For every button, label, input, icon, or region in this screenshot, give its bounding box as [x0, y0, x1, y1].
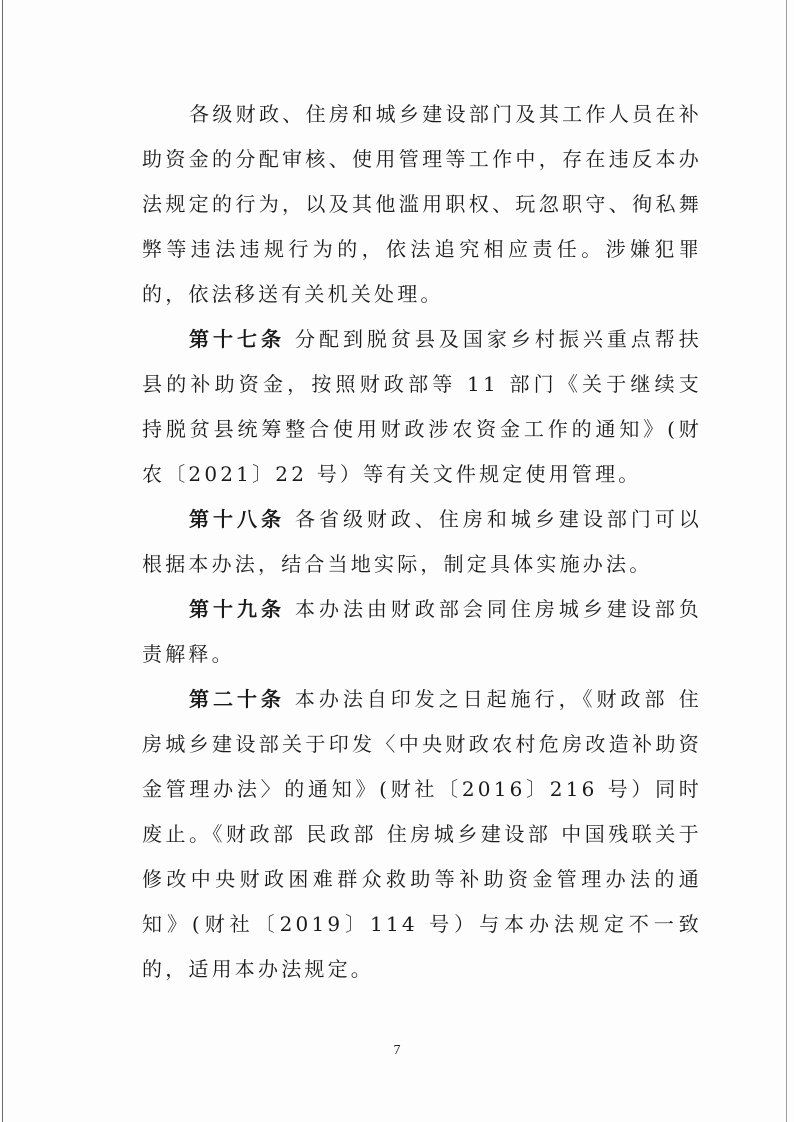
paragraph-text: 本办法自印发之日起施行，《财政部 住房城乡建设部关于印发〈中央财政农村危房改造补助资金管理办法〉的通知》(财社〔2016〕216 号）同时废止。《财政部 民政部 住房城乡建设部 中国残联关于修改中央财政困难群众救助等补助资金管理办法的通知》(财社〔2019〕114 号）与本办法规定不一致的，适用本办法规定。 — [142, 687, 702, 981]
page-number: 7 — [393, 1043, 401, 1058]
article-heading: 第十九条 — [189, 597, 285, 621]
paragraph-text: 分配到脱贫县及国家乡村振兴重点帮扶县的补助资金，按照财政部等 11 部门《关于继续支持脱贫县统筹整合使用财政涉农资金工作的通知》(财农〔2021〕22 号）等有关文件规定使用管理。 — [142, 327, 702, 486]
paragraph-article-20 — [142, 677, 702, 992]
scan-edge-right — [786, 0, 787, 1122]
paragraph-article-18 — [142, 497, 702, 587]
scan-edge-left — [2, 0, 3, 1122]
paragraph-text: 各级财政、住房和城乡建设部门及其工作人员在补助资金的分配审核、使用管理等工作中，存在违反本办法规定的行为，以及其他滥用职权、玩忽职守、徇私舞弊等违法违规行为的，依法追究相应责任。涉嫌犯罪的，依法移送有关机关处理。 — [142, 102, 702, 306]
paragraph-accountability — [142, 92, 702, 317]
article-heading: 第十八条 — [189, 507, 285, 531]
paragraph-text: 各省级财政、住房和城乡建设部门可以根据本办法，结合当地实际，制定具体实施办法。 — [142, 507, 702, 576]
document-body — [142, 92, 702, 992]
paragraph-article-19 — [142, 587, 702, 677]
article-heading: 第十七条 — [189, 327, 285, 351]
paragraph-article-17 — [142, 317, 702, 497]
paragraph-text: 本办法由财政部会同住房城乡建设部负责解释。 — [142, 597, 702, 666]
article-heading: 第二十条 — [189, 687, 285, 711]
